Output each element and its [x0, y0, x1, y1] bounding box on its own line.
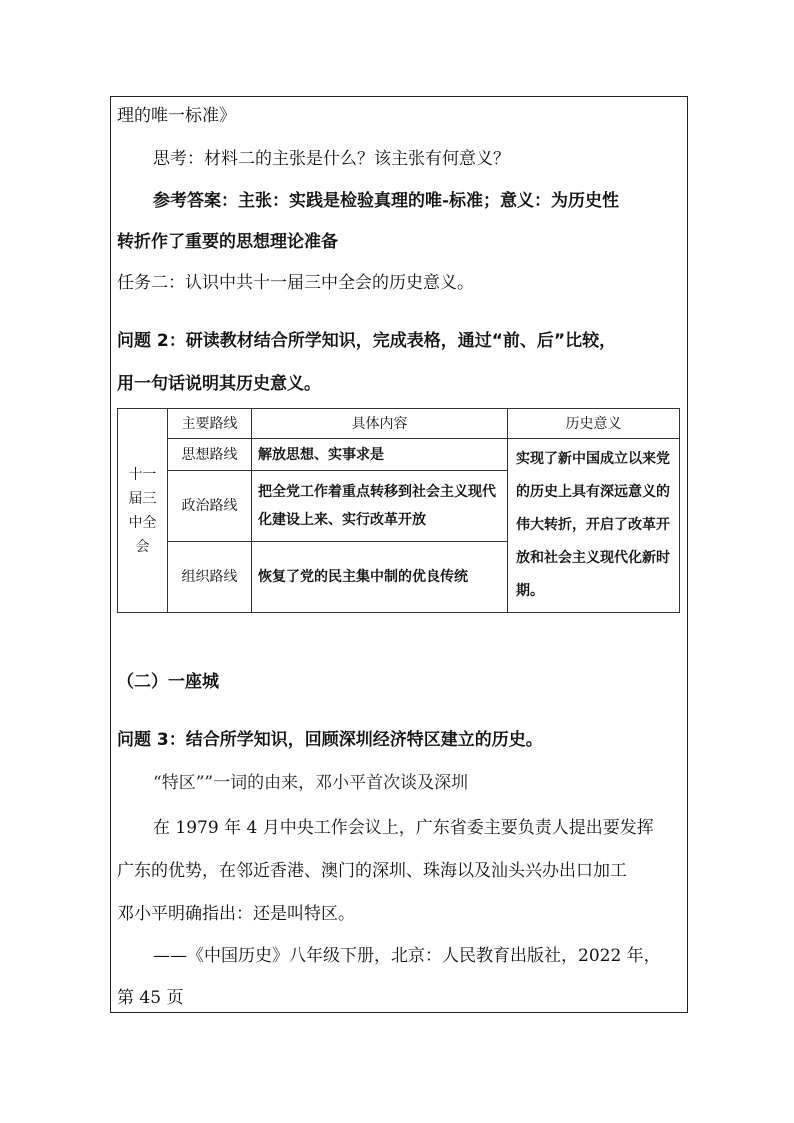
historical-meaning: 实现了新中国成立以来党的历史上具有深远意义的伟大转折，开启了改革开放和社会主义现代化新时期。: [516, 451, 670, 599]
paragraph-line-2: 广东的优势，在邻近香港、澳门的深圳、珠海以及汕头兴办出口加工: [117, 861, 627, 881]
reference-answer: 参考答案：主张：实践是检验真理的唯-标准；意义：为历史性: [153, 191, 620, 211]
route-name-politics: 政治路线: [168, 471, 252, 542]
header-meaning: 历史意义: [508, 409, 680, 439]
meeting-label: 十一届三中全会: [128, 466, 157, 555]
route-content-organization: 恢复了党的民主集中制的优良传统: [252, 542, 508, 613]
route-table: [117, 408, 680, 613]
question-two-cont: 用一句话说明其历史意义。: [117, 374, 321, 394]
route-content-politics: 把全党工作着重点转移到社会主义现代化建设上来、实行改革开放: [252, 471, 508, 542]
special-zone-subtitle: “特区””一词的由来，邓小平首次谈及深圳: [153, 773, 469, 793]
text-line-1: 理的唯一标准》: [117, 106, 236, 126]
question-three: 问题 3：结合所学知识，回顾深圳经济特区建立的历史。: [117, 730, 543, 750]
historical-meaning-cell: [508, 439, 680, 613]
think-question: 思考：材料二的主张是什么？该主张有何意义？: [153, 149, 510, 169]
reference-answer-cont: 转折作了重要的思想理论准备: [117, 232, 338, 252]
meeting-cell: [118, 409, 168, 613]
header-content: 具体内容: [252, 409, 508, 439]
question-two: 问题 2：研读教材结合所学知识，完成表格，通过“前、后”比较，: [117, 331, 617, 351]
route-content-ideology: 解放思想、实事求是: [252, 439, 508, 471]
route-name-ideology: 思想路线: [168, 439, 252, 471]
section-heading: （二）一座城: [117, 672, 219, 692]
paragraph-line-1: 在 1979 年 4 月中央工作会议上，广东省委主要负责人提出要发挥: [153, 818, 654, 838]
citation-page: 第 45 页: [117, 988, 184, 1008]
header-route: 主要路线: [168, 409, 252, 439]
task-two: 任务二：认识中共十一届三中全会的历史意义。: [117, 273, 474, 293]
route-name-organization: 组织路线: [168, 542, 252, 613]
citation-source: ——《中国历史》八年级下册，北京：人民教育出版社，2022 年，: [153, 946, 661, 966]
paragraph-line-3: 邓小平明确指出：还是叫特区。: [117, 904, 355, 924]
